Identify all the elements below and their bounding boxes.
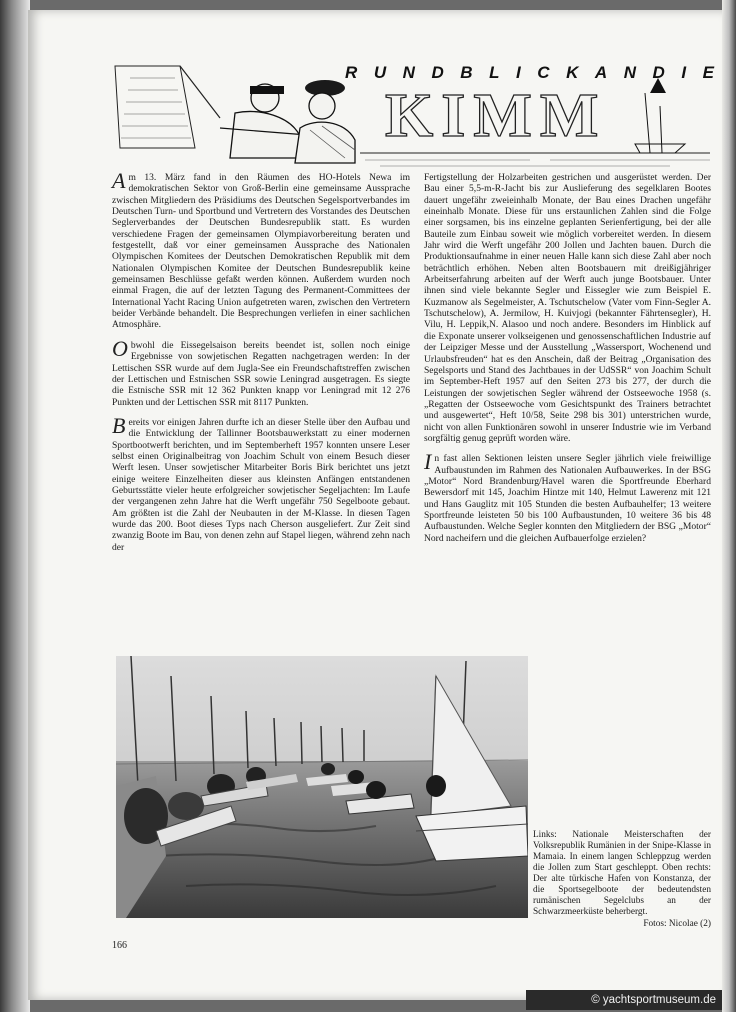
- article-paragraph: [424, 449, 711, 544]
- title-letter: I: [515, 63, 522, 82]
- drop-cap: O: [112, 335, 128, 361]
- title-letter: N: [402, 63, 416, 82]
- paragraph-text: bwohl die Eissegelsaison bereits beendet ist, sollen noch einige Ergebnisse von sowjetischen Regatten nachgetragen werden: In der Lettischen SSR wurde auf dem Jugla-See ein Freundschaftstreffen zwischen der Lettischen und Estnischen SSR sowie Leningrad ausgetragen. Es siegte die Estnische SSR mit 12 362 Punkten knapp vor Leningrad mit 12 276 Punkten und der Lettischen SSR mit 8117 Punkten.: [112, 339, 410, 408]
- regatta-photo: [116, 656, 528, 918]
- title-letter: N: [623, 63, 637, 82]
- article-paragraph: [112, 168, 410, 331]
- header-title: [345, 60, 715, 86]
- title-letter: R: [345, 63, 359, 82]
- paragraph-text: n fast allen Sektionen leisten unsere Segler jährlich viele freiwillige Aufbaustunden im Rahmen des Nationalen Aufbauwerkes. In der BSG „Motor“ Nord Brandenburg/Havel waren die Sportfreunde Eberhard Bewersdorf mit 145, Joachim Hintze mit 140, Helmut Lawerenz mit 121 und Hans Gauglitz mit 105 Stunden die besten Aufbauhelfer; 13 weitere Sportfreunde leisteten 50 bis 100 Aufbaustunden, 10 weitere 36 bis 48 Aufbaustunden. Welche Segler konnten den Mitgliedern der BSG „Motor“ Nord nacheifern und die gleichen Aufbauerfolge erzielen?: [424, 453, 711, 544]
- paragraph-text: Fertigstellung der Holzarbeiten gestrichen und ausgerüstet werden. Der Bau einer 5,5-m-R-Jacht bis zur Auslieferung des segelklaren Bootes dauert ungefähr zweieinhalb Monate, der Bau eines Drachen ungefähr eineinhalb Monate. Diese für uns erstaunlichen Zahlen sind die Folge einer sorgsamen, bis ins einzelne geplanten Serienfertigung, bei der alle Bauteile zum Einbau soweit wie möglich vorbereitet werden. In diesem Jahr wird die Werft ungefähr 200 Jollen und Jachten bauen. Durch die Produktionsaufnahme in einer neuen Halle kann sich diese Zahl aber noch beträchtlich erhöhen. Neben alten Bootsbauern mit dreißigjähriger Arbeitserfahrung arbeiten auf der Werft auch junge Bootsbauer. Unter ihnen sind viele bekannte Segler und Eissegler wie zum Beispiel E. Kuzmanow als Segelmeister, A. Tschutschelow (Vater vom Finn-Segler A. Tschutschelow), A. Jermilow, H. Kuivjogi (bekannter Fährtensegler), H. Vilu, H. Leppik,N. Alasoo und noch andere. Besonders im Hinblick auf die Exponate unserer volkseigenen und genossenschaftlichen Industrie auf der Leipziger Messe und der Ausstellung „Wassersport, Wochenend und Urlaubsfreuden“ hat es den Anschein, daß der Beitrag „Organisation des Segelsports und Stand des Jachtbaues in der UdSSR“ von Joachim Schult im September-Heft 1957 auf den Seiten 273 bis 277, der durch die Leistungen der sowjetischen Segler während der Ostseewoche 1958 (s. „Regatten der Ostseewoche vom Gesichtspunkt des Trainers betrachtet und ausgewertet“, Heft 10/58, Seite 298 bis 301) unterstrichen wurde, nicht von allen Funktionären sowohl in unserer Industrie wie im Verband sorgfältig genug geprüft worden wäre.: [424, 172, 711, 444]
- caption-text: Links: Nationale Meisterschaften der Volksrepublik Rumänien in der Snipe-Klasse in Mamaia. In einem langen Schleppzug werden die Jollen zum Start geschleppt. Oben rechts: Der alte türkische Hafen von Konstanza, der die Sportsegelboote der bedeutendsten rumänischen Segelclubs an der Schwarzmeerküste beherbergt.: [533, 830, 711, 917]
- paragraph-text: ereits vor einigen Jahren durfte ich an dieser Stelle über den Aufbau und die Entwicklung der Tallinner Bootsbauwerkstatt zu einer modernen Sportbootwerft berichten, und im Septemberheft 1957 konnten unsere Leser selbst einen Originalbeitrag von Joachim Schult von einem Besuch dieser Werft lesen. Unser sowjetischer Mitarbeiter Boris Birk berichtet uns jetzt einige weitere Einzelheiten dieser aus kleinsten Anfängen entstandenen Geburtsstätte vieler heute erfolgreicher sowjetischer Segeljachten: Im Laufe der vergangenen zehn Jahre hat die Werft ungefähr 750 Segelboote gebaut. Am größten ist die Zahl der Neubauten in der M-Klasse. In diesen Tagen wurde das 200. Boot dieses Typs nach Cherson ausgeliefert. Zur Zeit sind zwanzig Boote im Bau, von denen zehn auf Stapel liegen, während zehn nach der: [112, 416, 410, 553]
- photo-credit: Fotos: Nicolae (2): [643, 919, 711, 929]
- title-letter: L: [489, 63, 501, 82]
- title-letter: U: [373, 63, 388, 82]
- title-letter: A: [594, 63, 609, 82]
- title-letter: E: [702, 63, 715, 82]
- header-overlay-word: KIMM: [385, 82, 607, 150]
- drop-cap: I: [424, 449, 432, 475]
- title-letter: K: [566, 63, 580, 82]
- paragraph-text: m 13. März fand in den Räumen des HO-Hotels Newa im demokratischen Sektor von Groß-Berlin eine gemeinsame Aussprache zwischen Mitgliedern des Präsidiums des Deutschen Segelsportverbandes im Deutschen Turn- und Sportbund und Vertretern des Vorstandes des Deutschen Seglerverbandes der Deutschen Bundesrepublik statt. Es wurden verschiedene Fragen der gemeinsamen Olympiavorbereitung beraten und festgestellt, daß vor einer gemeinsamen Aussprache des Nationalen Olympischen Komitees der Deutschen Demokratischen Republik mit dem Nationalen Olympischen Komitee der Deutschen Bundesrepublik keine gemeinsamen Beschlüsse gefaßt werden können. Außerdem wurden noch einmal Fragen, die auf der letzten Tagung des Permanent-Committees der International Yacht Racing Union aufgetreten waren, zwischen den Vertretern beider Verbände behandelt. Die Besprechungen verliefen in einer sachlichen Atmosphäre.: [112, 172, 410, 331]
- watermark: © yachtsportmuseum.de: [526, 990, 722, 1010]
- title-letter: I: [681, 63, 688, 82]
- page-number: 166: [112, 940, 127, 951]
- page-edge: [722, 0, 736, 1012]
- title-letter: B: [460, 63, 474, 82]
- book-spine: [0, 0, 30, 1012]
- title-letter: C: [537, 63, 551, 82]
- article-paragraph: [112, 335, 410, 408]
- article-paragraph: [424, 172, 711, 444]
- title-letter: D: [431, 63, 445, 82]
- drop-cap: A: [112, 168, 126, 193]
- title-letter: D: [652, 63, 666, 82]
- article-paragraph: [112, 412, 410, 553]
- drop-cap: B: [112, 412, 126, 438]
- article-column-right: [424, 172, 711, 553]
- article-column-left: [112, 168, 410, 562]
- photo-caption: [533, 830, 711, 930]
